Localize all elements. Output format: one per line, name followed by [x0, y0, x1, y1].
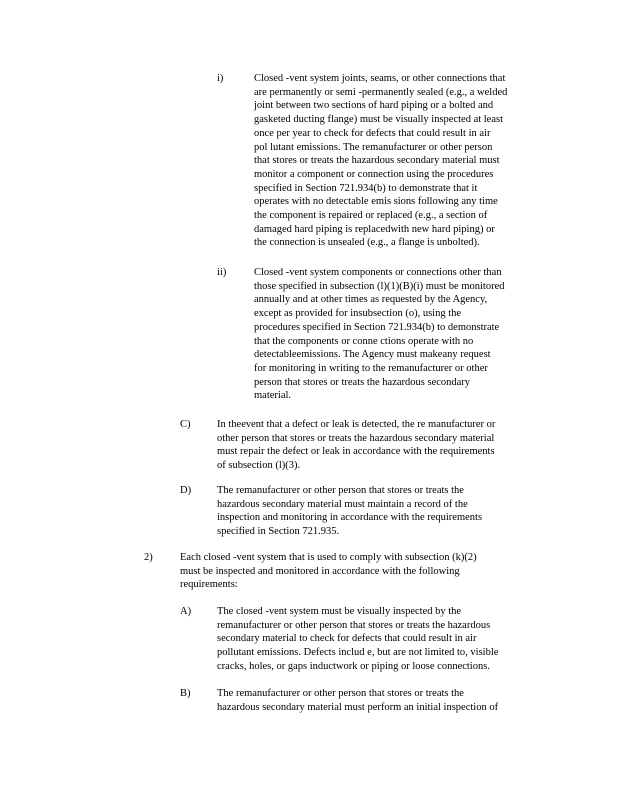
item-label: B) [180, 688, 191, 699]
text-line: once per year to check for defects that could result in air [254, 127, 491, 139]
text-line: secondary material to check for defects that could result in air [217, 633, 477, 645]
text-line: requirements: [180, 579, 238, 591]
item-text [254, 72, 537, 250]
text-line: specified in Section 721.935. [217, 526, 340, 538]
item-text [217, 605, 539, 674]
text-line: joint between two sections of hard piping or a bolted and [254, 100, 494, 112]
item-label: D) [180, 485, 192, 496]
item-text [254, 266, 537, 403]
text-line: the component is repaired or replaced (e.g., a section of [254, 210, 488, 222]
text-line: must be inspected and monitored in accordance with the following [180, 565, 460, 577]
item-label: ii) [217, 267, 227, 278]
text-line: that stores or treats the hazardous secondary material must [254, 155, 500, 167]
text-line: pol lutant emissions. The remanufacturer or other person [254, 141, 493, 153]
text-line: Each closed -vent system that is used to comply with subsection (k)(2) [180, 552, 477, 563]
text-line: procedures specified in Section 721.934(b) to demonstrate [254, 321, 500, 333]
text-line: person that stores or treats the hazardous secondary [254, 376, 471, 388]
item-text [217, 687, 542, 714]
text-line: cracks, holes, or gaps inductwork or piping or loose connections. [217, 660, 490, 672]
text-line: are permanently or semi -permanently sealed (e.g., a welded [254, 86, 508, 98]
text-line: The remanufacturer or other person that stores or treats the [217, 688, 464, 699]
text-line: annually and at other times as requested by the Agency, [254, 294, 488, 306]
text-line: In theevent that a defect or leak is detected, the re manufacturer or [217, 419, 496, 430]
text-line: hazardous secondary material must perform an initial inspection of [217, 701, 499, 713]
text-line: must repair the defect or leak in accordance with the requirements [217, 446, 495, 458]
text-line: hazardous secondary material must maintain a record of the [217, 498, 468, 510]
item-text [217, 484, 537, 539]
text-line: Closed -vent system joints, seams, or other connections that [254, 73, 506, 84]
item-label: C) [180, 419, 191, 430]
text-line: gasketed ducting flange) must be visually inspected at least [254, 114, 504, 126]
text-line: the connection is unsealed (e.g., a flange is unbolted). [254, 237, 480, 249]
text-line: for monitoring in writing to the remanufacturer or other [254, 362, 488, 374]
text-line: of subsection (l)(3). [217, 460, 301, 472]
text-line: The closed -vent system must be visually inspected by the [217, 606, 462, 617]
text-line: that the components or conne ctions operate with no [254, 335, 474, 347]
text-line: detectableemissions. The Agency must makeany request [254, 349, 491, 361]
text-line: damaged hard piping is replacedwith new hard piping) or [254, 223, 495, 235]
text-line: other person that stores or treats the hazardous secondary material [217, 432, 495, 444]
item-text [217, 418, 537, 473]
text-line: remanufacturer or other person that stores or treats the hazardous [217, 619, 491, 631]
item-label: 2) [144, 552, 153, 563]
text-line: pollutant emissions. Defects includ e, but are not limited to, visible [217, 647, 499, 659]
text-line: material. [254, 390, 292, 402]
text-line: Closed -vent system components or connections other than [254, 267, 502, 278]
text-line: those specified in subsection (l)(1)(B)(i) must be monitored [254, 280, 505, 292]
text-line: except as provided for insubsection (o), using the [254, 308, 462, 320]
text-line: inspection and monitoring in accordance with the requirements [217, 512, 483, 524]
text-line: monitor a component or connection using the procedures [254, 168, 494, 180]
item-label: A) [180, 606, 192, 617]
item-text [180, 551, 539, 592]
text-line: The remanufacturer or other person that stores or treats the [217, 485, 464, 496]
text-line: operates with no detectable emis sions following any time [254, 196, 498, 208]
text-line: specified in Section 721.934(b) to demonstrate that it [254, 182, 478, 194]
item-label: i) [217, 73, 224, 84]
